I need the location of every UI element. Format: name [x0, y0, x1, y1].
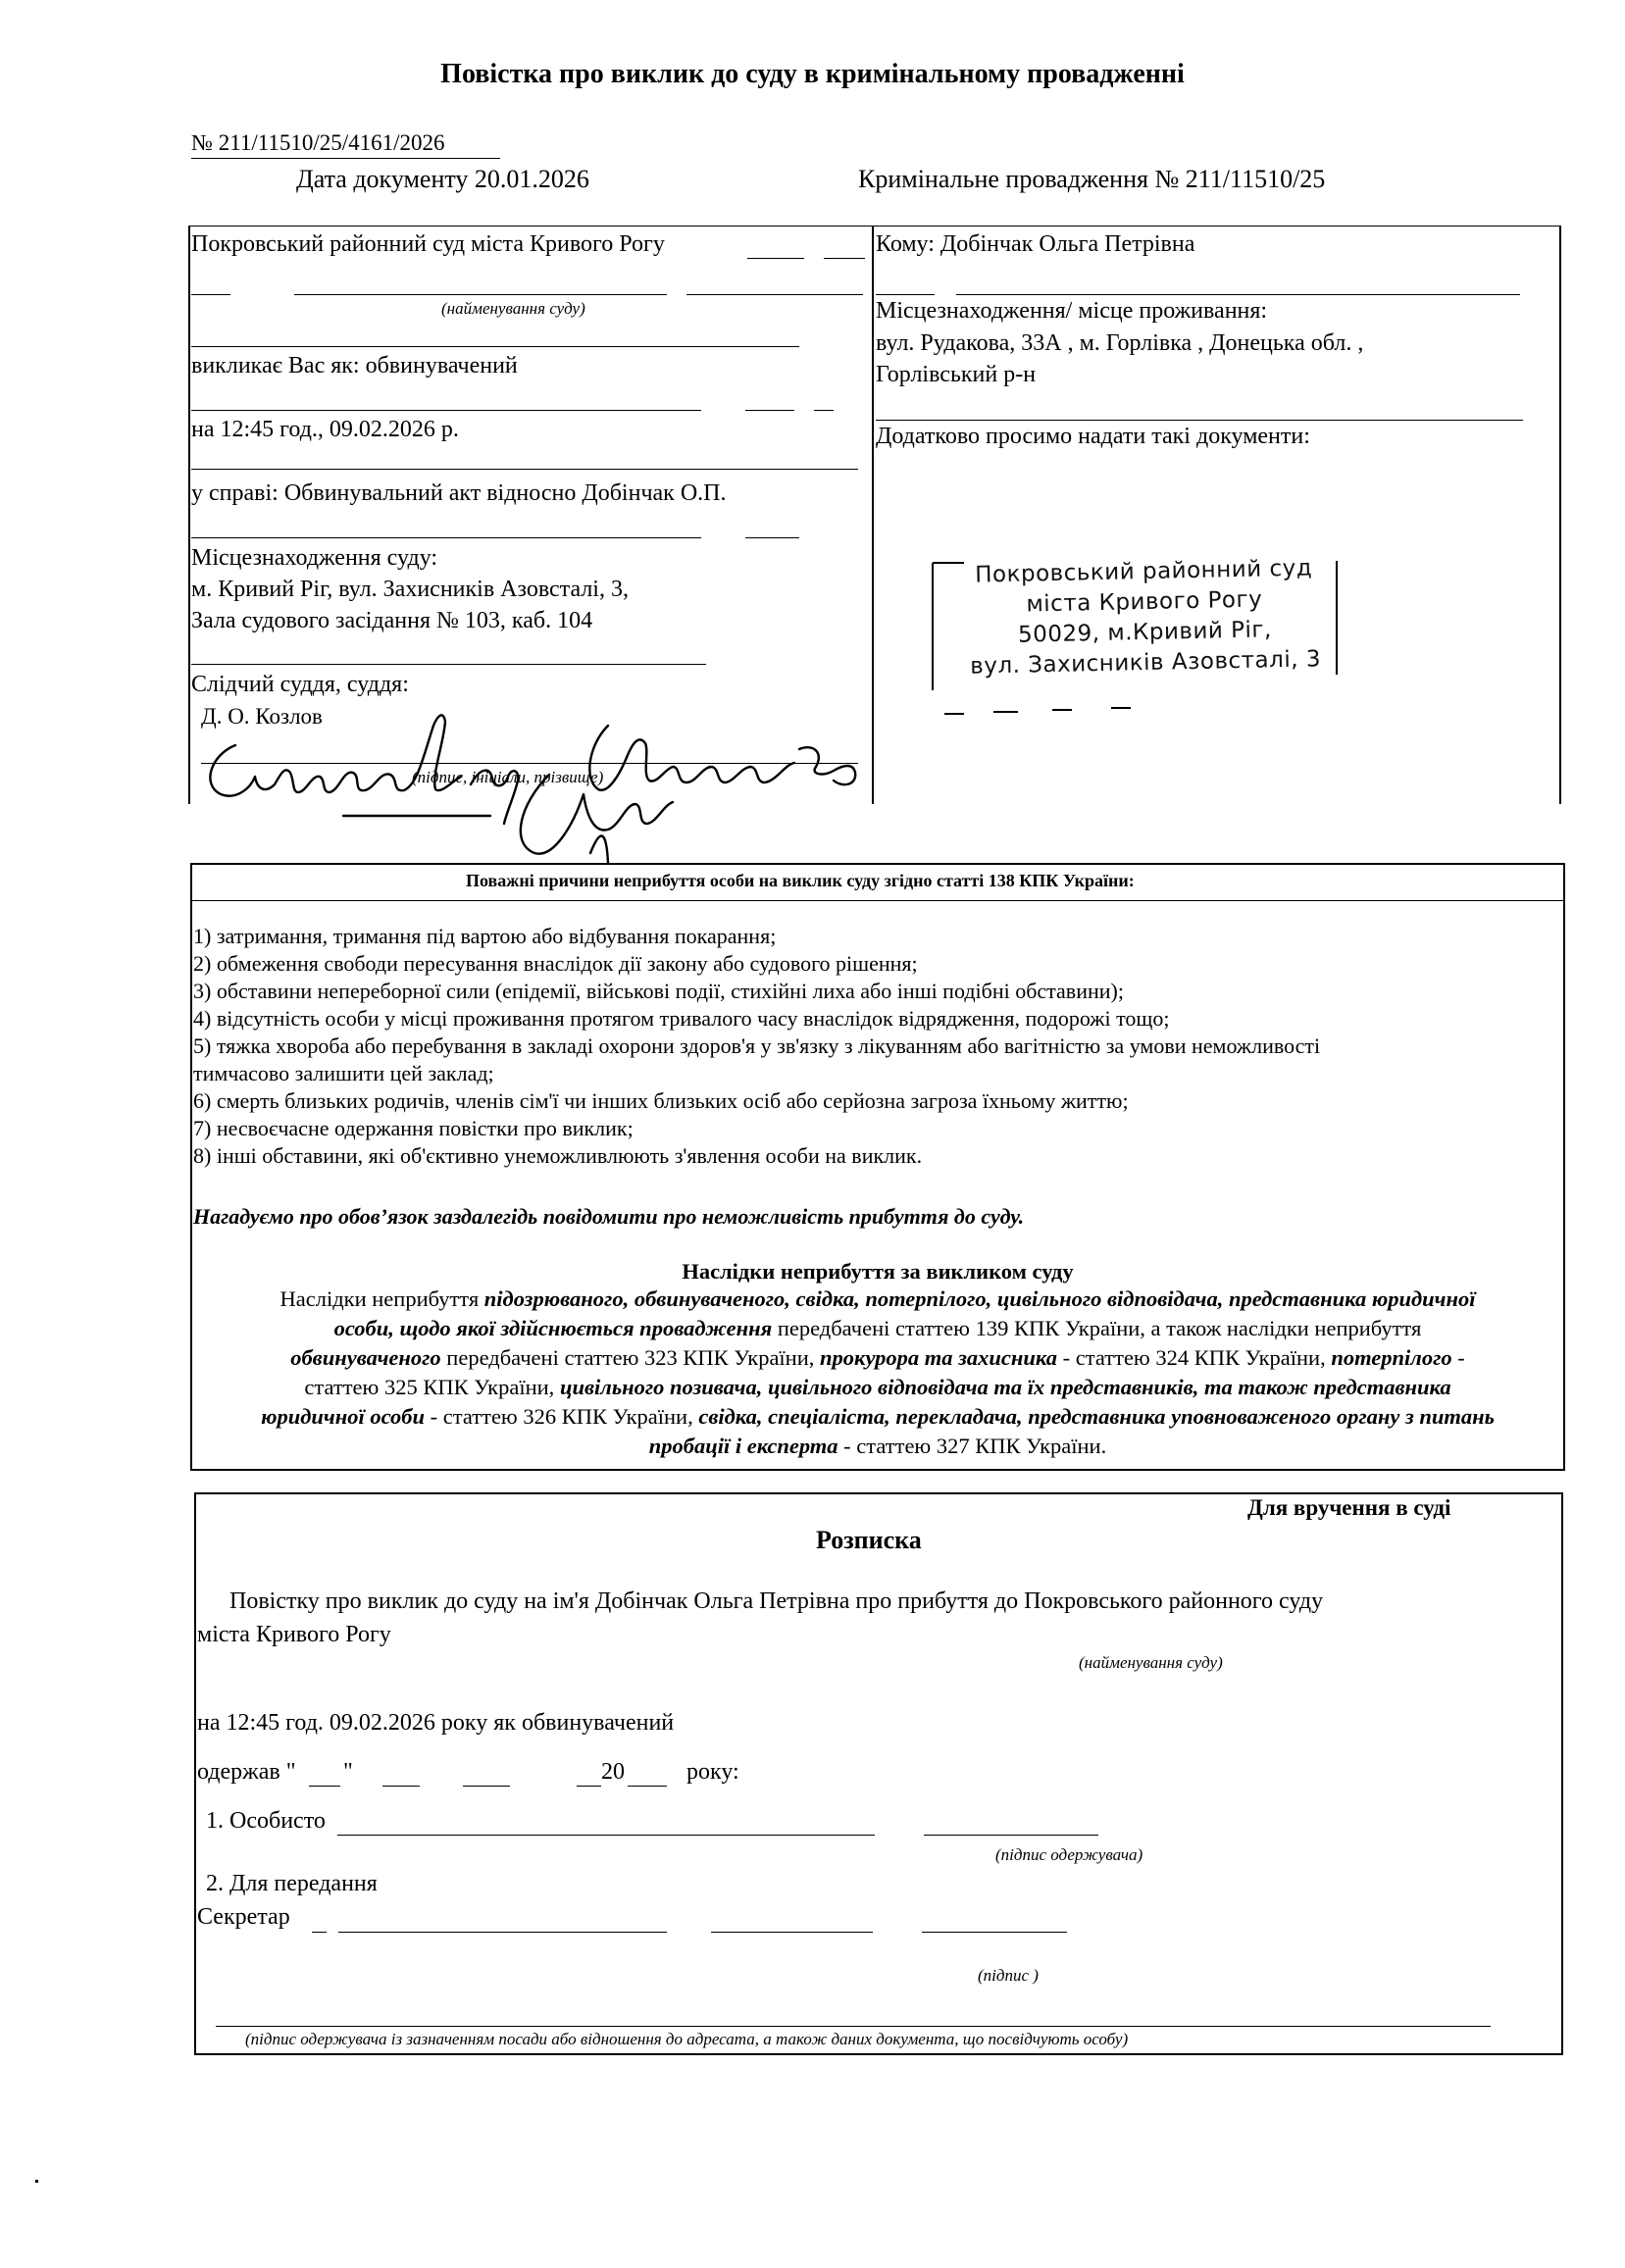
top-border: [188, 226, 1561, 227]
consequences-text-part: свідка, спеціаліста, перекладача, представника уповноваженого органу з питань: [698, 1404, 1495, 1429]
recipient-location-line2: Горлівський р-н: [876, 362, 1037, 387]
left-border: [188, 226, 190, 804]
reason-item: 7) несвоєчасне одержання повістки про виклик;: [193, 1116, 634, 1140]
consequences-text-part: передбачені статтею 139 КПК України, а також наслідки неприбуття: [772, 1316, 1422, 1340]
rule-line: [686, 294, 863, 295]
consequences-text-part: підозрюваного, обвинуваченого, свідка, потерпілого, цивільного відповідача, представника юридичної: [483, 1286, 1476, 1311]
consequences-text-part: потерпілого: [1331, 1345, 1452, 1370]
month-blank: [463, 1786, 510, 1787]
consequences-text-part: - статтею 327 КПК України.: [838, 1434, 1107, 1458]
rule-line: [745, 537, 799, 538]
received-label: одержав ": [197, 1759, 296, 1785]
document-number: № 211/11510/25/4161/2026: [191, 130, 445, 155]
day-blank: [309, 1786, 340, 1787]
consequences-text-part: -: [1451, 1345, 1465, 1370]
reason-item: 2) обмеження свободи пересування внаслідок дії закону або судового рішення;: [193, 951, 918, 976]
for-transfer-label: 2. Для передання: [206, 1871, 378, 1896]
rule-line: [294, 294, 667, 295]
consequences-text-part: прокурора та захисника: [820, 1345, 1058, 1370]
court-name: Покровський районний суд міста Кривого Рогу: [191, 231, 665, 257]
judge-label: Слідчий суддя, суддя:: [191, 672, 409, 697]
page-title: Повістка про виклик до суду в кримінальному провадженні: [440, 59, 1185, 89]
recipient-location-label: Місцезнаходження/ місце проживання:: [876, 298, 1268, 324]
reason-item: 4) відсутність особи у місці проживання протягом тривалого часу внаслідок відрядження, подорожі тощо;: [193, 1006, 1170, 1031]
reason-item: 1) затримання, тримання під вартою або відбування покарання;: [193, 924, 777, 948]
consequences-text: [192, 1285, 1563, 1461]
personally-label: 1. Особисто: [206, 1808, 326, 1834]
rule-line: [745, 410, 794, 411]
case-number: Кримінальне провадження № 211/11510/25: [858, 165, 1326, 193]
court-name-caption: (найменування суду): [441, 299, 585, 318]
hearing-datetime: на 12:45 год., 09.02.2026 р.: [191, 417, 459, 442]
rule-line: [876, 294, 935, 295]
bottom-caption: (підпис одержувача із зазначенням посади або відношення до адресата, а також даних документа, що посвідчують особу): [245, 2030, 1129, 2048]
reason-item: 5) тяжка хвороба або перебування в закладі охорони здоров'я у зв'язку з лікуванням або вагітністю за умови неможливості: [193, 1033, 1321, 1058]
consequences-text-part: обвинуваченого: [290, 1345, 441, 1370]
court-location-label: Місцезнаходження суду:: [191, 545, 438, 571]
stamp-line2: міста Кривого Рогу: [1026, 586, 1263, 618]
secretary-signature-line: [922, 1932, 1067, 1933]
month-blank: [382, 1786, 420, 1787]
rule-line: [191, 664, 706, 665]
consequences-text-part: - статтею 324 КПК України,: [1057, 1345, 1332, 1370]
recipient-signature-caption: (підпис одержувача): [995, 1845, 1143, 1864]
personally-signature-line: [924, 1835, 1098, 1836]
rule-line: [191, 294, 230, 295]
extra-documents-label: Додатково просимо надати такі документи:: [876, 424, 1310, 449]
court-name-fill-line: [824, 258, 865, 259]
court-name-fill-line: [747, 258, 804, 259]
year-blank: [577, 1786, 601, 1787]
consequences-text-part: Наслідки неприбуття: [279, 1286, 484, 1311]
secretary-signature-line: [312, 1932, 327, 1933]
reason-item: 3) обставини непереборної сили (епідемії, військові події, стихійні лиха або інші подібні обставини);: [193, 979, 1124, 1003]
consequences-text-part: цивільного позивача, цивільного відповідача та їх представників, та також представника: [559, 1375, 1451, 1399]
rule-line: [191, 469, 858, 470]
consequences-text-part: пробації і експерта: [648, 1434, 838, 1458]
signature-caption: (підпис, ініціали, прізвище): [412, 768, 604, 786]
receipt-box: [194, 1492, 1563, 2055]
court-location-line1: м. Кривий Ріг, вул. Захисників Азовсталі, 3,: [191, 577, 629, 602]
receipt-datetime: на 12:45 год. 09.02.2026 року як обвинувачений: [197, 1710, 675, 1736]
for-court-delivery: Для вручення в суді: [1247, 1495, 1451, 1520]
consequences-text-part: - статтею 326 КПК України,: [425, 1404, 699, 1429]
stamp-line3: 50029, м.Кривий Ріг,: [1017, 617, 1273, 648]
rule-line: [191, 537, 701, 538]
receipt-court-caption: (найменування суду): [1079, 1653, 1223, 1672]
rule-line: [876, 420, 1523, 421]
reason-item: 8) інші обставини, які об'єктивно унеможливлюють з'явлення особи на виклик.: [193, 1143, 923, 1168]
case-description: у справі: Обвинувальний акт відносно Добінчак О.П.: [191, 480, 727, 506]
rule-line: [191, 410, 701, 411]
stamp-border: [925, 557, 1376, 724]
received-twenty: 20: [601, 1759, 625, 1785]
stamp-line1: Покровський районний суд: [974, 555, 1313, 588]
consequences-text-part: статтею 325 КПК України,: [304, 1375, 560, 1399]
reasons-heading-divider: [192, 900, 1563, 901]
consequences-text-part: особи, щодо якої здійснюється провадження: [333, 1316, 773, 1340]
secretary-signature-line: [338, 1932, 667, 1933]
document-date: Дата документу 20.01.2026: [296, 165, 589, 193]
secretary-label: Секретар: [197, 1904, 290, 1930]
court-location-line2: Зала судового засідання № 103, каб. 104: [191, 608, 593, 633]
rule-line: [814, 410, 834, 411]
rule-line: [956, 294, 1520, 295]
received-year: року:: [686, 1759, 739, 1785]
signature-caption-short: (підпис ): [978, 1966, 1039, 1985]
summons-role: викликає Вас як: обвинувачений: [191, 353, 518, 378]
scan-speck: [35, 2180, 38, 2183]
reason-item: 6) смерть близьких родичів, членів сім'ї чи інших близьких осіб або серйозна загроза їхньому життю;: [193, 1088, 1129, 1113]
receipt-title: Розписка: [816, 1526, 922, 1554]
signature-text: Секретар с/з: [206, 745, 212, 746]
reminder-text: Нагадуємо про обов’язок заздалегідь повідомити про неможливість прибуття до суду.: [193, 1204, 1025, 1229]
reasons-heading: Поважні причини неприбуття особи на виклик суду згідно статті 138 КПК України:: [466, 871, 1135, 890]
judge-name: Д. О. Козлов: [201, 704, 323, 729]
year-blank: [628, 1786, 667, 1787]
recipient-location-line1: вул. Рудакова, 33А , м. Горлівка , Донецька обл. ,: [876, 330, 1364, 356]
rule-line: [191, 346, 799, 347]
received-quote: ": [343, 1759, 353, 1785]
stamp-line4: вул. Захисників Азовсталі, 3: [969, 646, 1322, 680]
handwritten-signature: [196, 686, 961, 873]
doc-number-underline: [191, 158, 500, 159]
right-border: [1559, 226, 1561, 804]
consequences-text-part: юридичної особи: [261, 1404, 426, 1429]
reason-item: тимчасово залишити цей заклад;: [193, 1061, 494, 1085]
receipt-line1: Повістку про виклик до суду на ім'я Добінчак Ольга Петрівна про прибуття до Покровського районного суду: [229, 1588, 1324, 1614]
consequences-text-part: передбачені статтею 323 КПК України,: [440, 1345, 821, 1370]
receipt-line2: міста Кривого Рогу: [197, 1622, 391, 1647]
consequences-heading: Наслідки неприбуття за викликом суду: [682, 1259, 1074, 1284]
bottom-signature-line: [216, 2026, 1491, 2027]
recipient-to: Кому: Добінчак Ольга Петрівна: [876, 231, 1195, 257]
secretary-signature-line: [711, 1932, 873, 1933]
personally-signature-line: [337, 1835, 875, 1836]
